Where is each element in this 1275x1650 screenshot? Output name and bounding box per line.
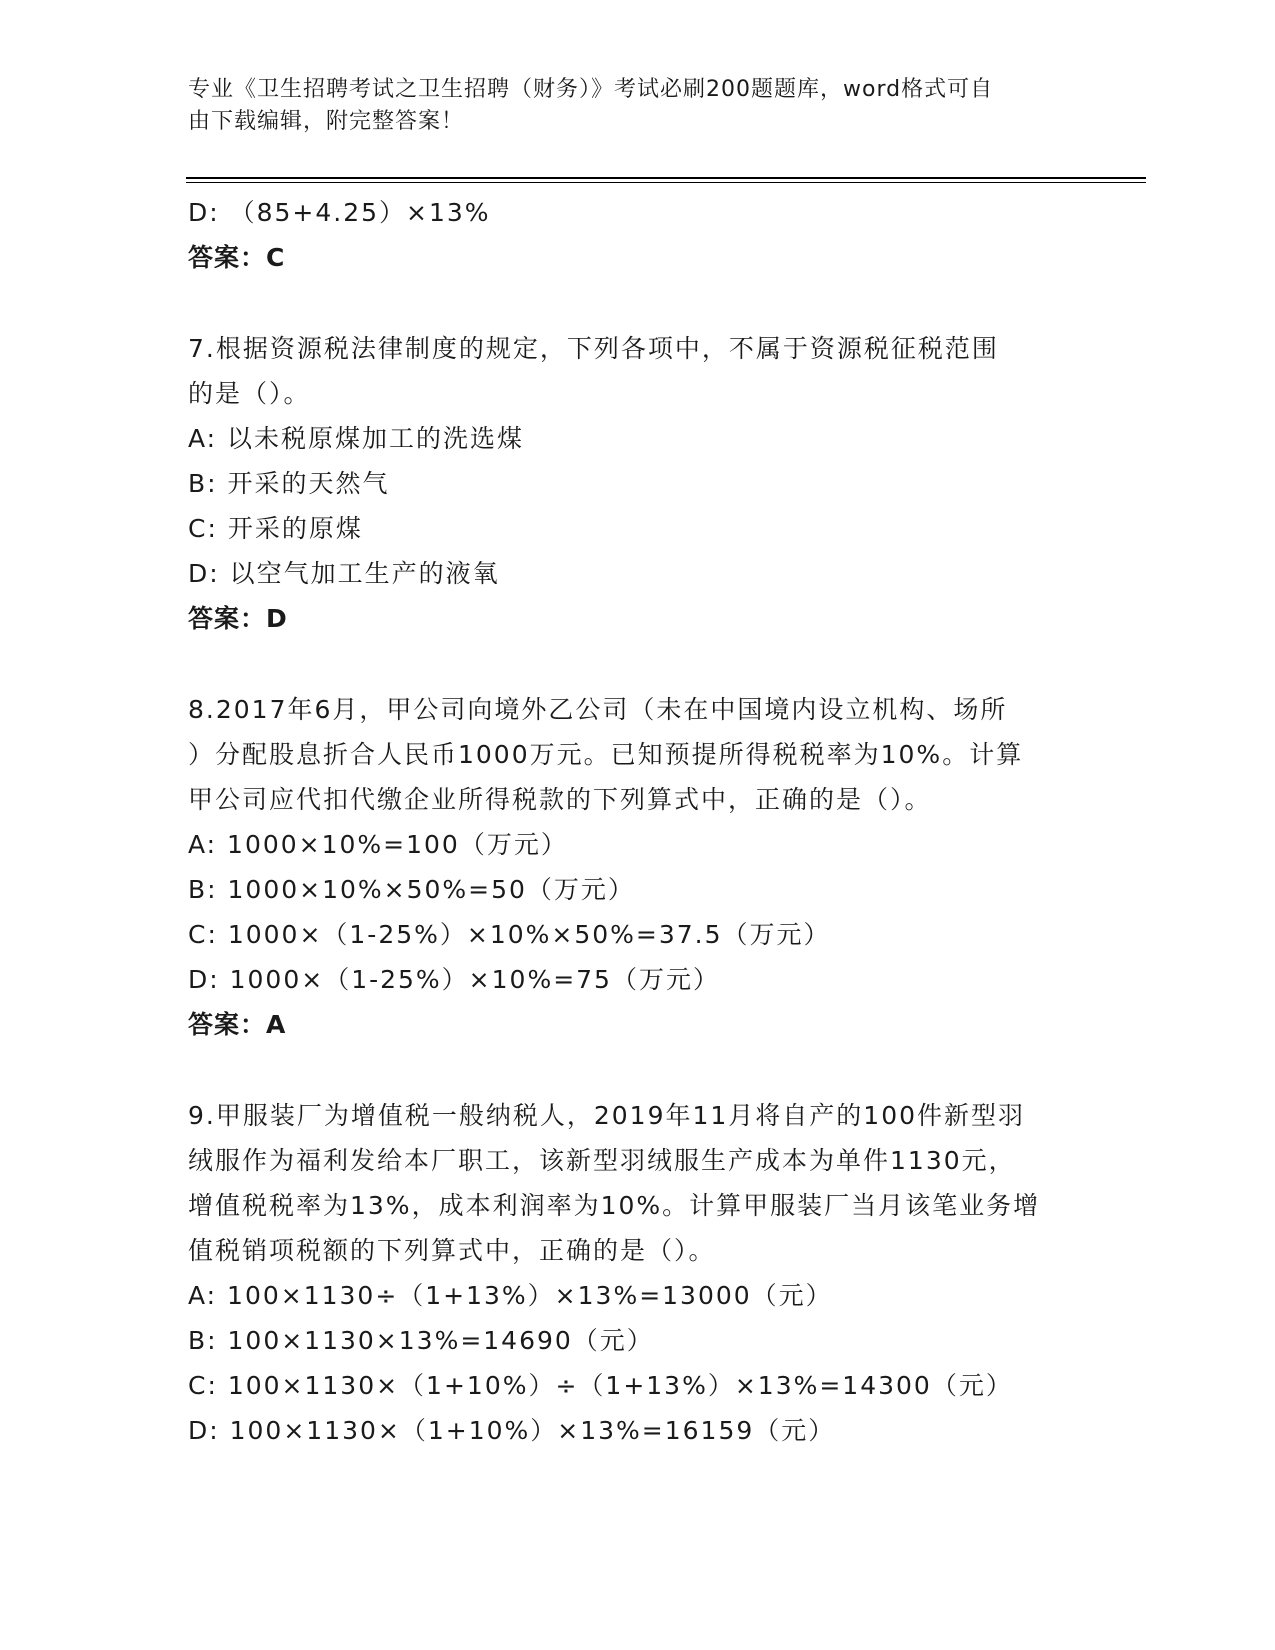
spacer	[188, 641, 1088, 687]
header-line-2: 由下载编辑，附完整答案！	[188, 109, 465, 134]
question-stem: 7.根据资源税法律制度的规定，下列各项中，不属于资源税征税范围	[188, 334, 999, 363]
option-c: C: 开采的原煤	[188, 514, 363, 543]
option-c: C: 1000×（1-25%）×10%×50%=37.5（万元）	[188, 920, 831, 949]
option-b: B: 100×1130×13%=14690（元）	[188, 1326, 654, 1355]
option-b: B: 1000×10%×50%=50（万元）	[188, 875, 635, 904]
question-stem: 值税销项税额的下列算式中，正确的是（）。	[188, 1236, 716, 1265]
option-a: A: 100×1130÷（1+13%）×13%=13000（元）	[188, 1281, 833, 1310]
spacer	[188, 1047, 1088, 1093]
option-b: B: 开采的天然气	[188, 469, 390, 498]
option-a: A: 1000×10%=100（万元）	[188, 830, 568, 859]
answer-line: 答案：C	[188, 243, 286, 272]
option-d: D: （85+4.25）×13%	[188, 198, 491, 227]
question-6-tail	[188, 190, 1088, 280]
answer-line: 答案：D	[188, 604, 288, 633]
question-list	[188, 190, 1088, 1453]
answer-line: 答案：A	[188, 1010, 287, 1039]
header-line-1: 专业《卫生招聘考试之卫生招聘（财务）》考试必刷200题题库，word格式可自	[188, 77, 994, 102]
question-9	[188, 1093, 1088, 1453]
option-d: D: 100×1130×（1+10%）×13%=16159（元）	[188, 1416, 836, 1445]
option-c: C: 100×1130×（1+10%）÷（1+13%）×13%=14300（元）	[188, 1371, 1013, 1400]
question-stem: 8.2017年6月，甲公司向境外乙公司（未在中国境内设立机构、场所	[188, 695, 1008, 724]
header-divider-thin	[186, 182, 1146, 183]
option-d: D: 1000×（1-25%）×10%=75（万元）	[188, 965, 720, 994]
question-stem: 绒服作为福利发给本厂职工，该新型羽绒服生产成本为单件1130元，	[188, 1146, 1016, 1175]
spacer	[188, 280, 1088, 326]
question-8	[188, 687, 1088, 1047]
option-a: A: 以未税原煤加工的洗选煤	[188, 424, 525, 453]
header-divider-thick	[186, 177, 1146, 179]
question-stem: 甲公司应代扣代缴企业所得税款的下列算式中，正确的是（）。	[188, 785, 932, 814]
option-d: D: 以空气加工生产的液氧	[188, 559, 500, 588]
document-header	[188, 74, 1068, 138]
question-stem: 增值税税率为13%，成本利润率为10%。计算甲服装厂当月该笔业务增	[188, 1191, 1041, 1220]
question-stem: 9.甲服装厂为增值税一般纳税人，2019年11月将自产的100件新型羽	[188, 1101, 1026, 1130]
question-stem: 的是（）。	[188, 379, 311, 408]
question-stem: ）分配股息折合人民币1000万元。已知预提所得税税率为10%。计算	[188, 740, 1024, 769]
question-7	[188, 326, 1088, 641]
